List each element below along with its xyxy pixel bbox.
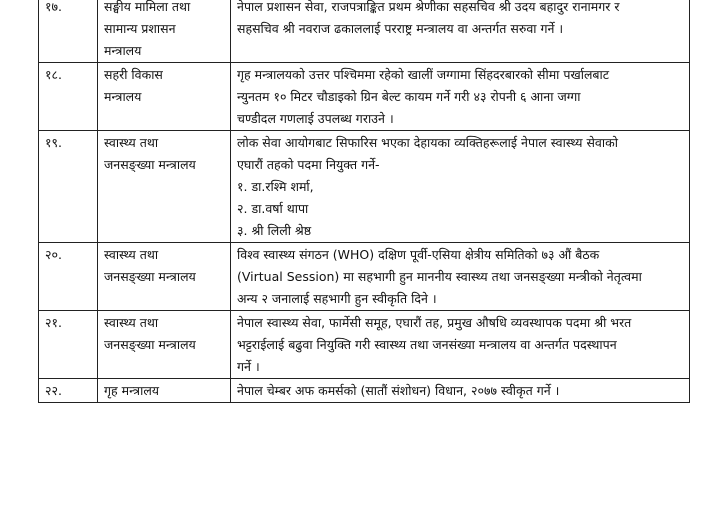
ministry-cell <box>98 379 231 403</box>
ministry-line: सामान्य प्रशासन <box>104 21 176 36</box>
table-row <box>39 63 690 131</box>
ministry-cell <box>98 131 231 243</box>
row-number: २१. <box>39 311 98 379</box>
decision-line: लोक सेवा आयोगबाट सिफारिस भएका देहायका व्यक्तिहरूलाई नेपाल स्वास्थ्य सेवाको <box>237 135 618 150</box>
decision-line: नेपाल चेम्बर अफ कमर्सको (सातौं संशोधन) विधान, २०७७ स्वीकृत गर्ने । <box>237 383 560 398</box>
decision-cell <box>231 379 690 403</box>
ministry-line: मन्त्रालय <box>104 89 142 104</box>
decision-line: गर्ने । <box>237 359 260 374</box>
decision-line: सहसचिव श्री नवराज ढकाललाई परराष्ट्र मन्त्रालय वा अन्तर्गत सरुवा गर्ने । <box>237 21 564 36</box>
decision-line: अन्य २ जनालाई सहभागी हुन स्वीकृति दिने । <box>237 291 437 306</box>
table-row <box>39 311 690 379</box>
decision-line: गृह मन्त्रालयको उत्तर पश्चिममा रहेको खालीं जग्गामा सिंहदरबारको सीमा पर्खालबाट <box>237 67 610 82</box>
decision-line: विश्व स्वास्थ्य संगठन (WHO) दक्षिण पूर्वी-एसिया क्षेत्रीय समितिको ७३ औं बैठक <box>237 247 600 262</box>
row-number: १७. <box>39 0 98 63</box>
decision-line: भट्टराईलाई बढुवा नियुक्ति गरी स्वास्थ्य तथा जनसंख्या मन्त्रालय वा अन्तर्गत पदस्थापन <box>237 337 617 352</box>
table-row <box>39 379 690 403</box>
ministry-line: जनसङ्ख्या मन्त्रालय <box>104 269 196 284</box>
row-number: २२. <box>39 379 98 403</box>
decision-line: चण्डीदल गणलाई उपलब्ध गराउने । <box>237 111 394 126</box>
ministry-line: स्वास्थ्य तथा <box>104 315 159 330</box>
decision-cell <box>231 243 690 311</box>
row-number: १८. <box>39 63 98 131</box>
ministry-line: जनसङ्ख्या मन्त्रालय <box>104 157 196 172</box>
ministry-line: सङ्घीय मामिला तथा <box>104 0 191 14</box>
decisions-table <box>38 0 690 403</box>
ministry-line: स्वास्थ्य तथा <box>104 247 159 262</box>
decision-cell <box>231 0 690 63</box>
ministry-line: जनसङ्ख्या मन्त्रालय <box>104 337 196 352</box>
decision-line: ३. श्री लिली श्रेष्ठ <box>237 223 312 238</box>
ministry-line: मन्त्रालय <box>104 43 142 58</box>
table-row <box>39 0 690 63</box>
decision-line: २. डा.वर्षा थापा <box>237 201 309 216</box>
row-number: २०. <box>39 243 98 311</box>
decision-line: (Virtual Session) मा सहभागी हुन माननीय स्वास्थ्य तथा जनसङ्ख्या मन्त्रीको नेतृत्वमा <box>237 269 642 284</box>
table-row <box>39 131 690 243</box>
decisions-table-body <box>39 0 690 403</box>
decision-line: नेपाल स्वास्थ्य सेवा, फार्मेसी समूह, एघारौं तह, प्रमुख औषधि व्यवस्थापक पदमा श्री भरत <box>237 315 632 330</box>
decision-cell <box>231 63 690 131</box>
ministry-line: स्वास्थ्य तथा <box>104 135 159 150</box>
ministry-line: सहरी विकास <box>104 67 163 82</box>
decision-cell <box>231 311 690 379</box>
ministry-cell <box>98 0 231 63</box>
table-row <box>39 243 690 311</box>
row-number: १९. <box>39 131 98 243</box>
ministry-line: गृह मन्त्रालय <box>104 383 160 398</box>
decision-line: १. डा.रश्मि शर्मा, <box>237 179 314 194</box>
decision-cell <box>231 131 690 243</box>
ministry-cell <box>98 63 231 131</box>
ministry-cell <box>98 311 231 379</box>
decision-line: न्युनतम १० मिटर चौडाइको ग्रिन बेल्ट कायम गर्ने गरी ४३ रोपनी ६ आना जग्गा <box>237 89 581 104</box>
decision-line: नेपाल प्रशासन सेवा, राजपत्राङ्कित प्रथम श्रेणीका सहसचिव श्री उदय बहादुर रानामगर र <box>237 0 620 14</box>
decision-line: एघारौं तहको पदमा नियुक्त गर्ने- <box>237 157 380 172</box>
ministry-cell <box>98 243 231 311</box>
